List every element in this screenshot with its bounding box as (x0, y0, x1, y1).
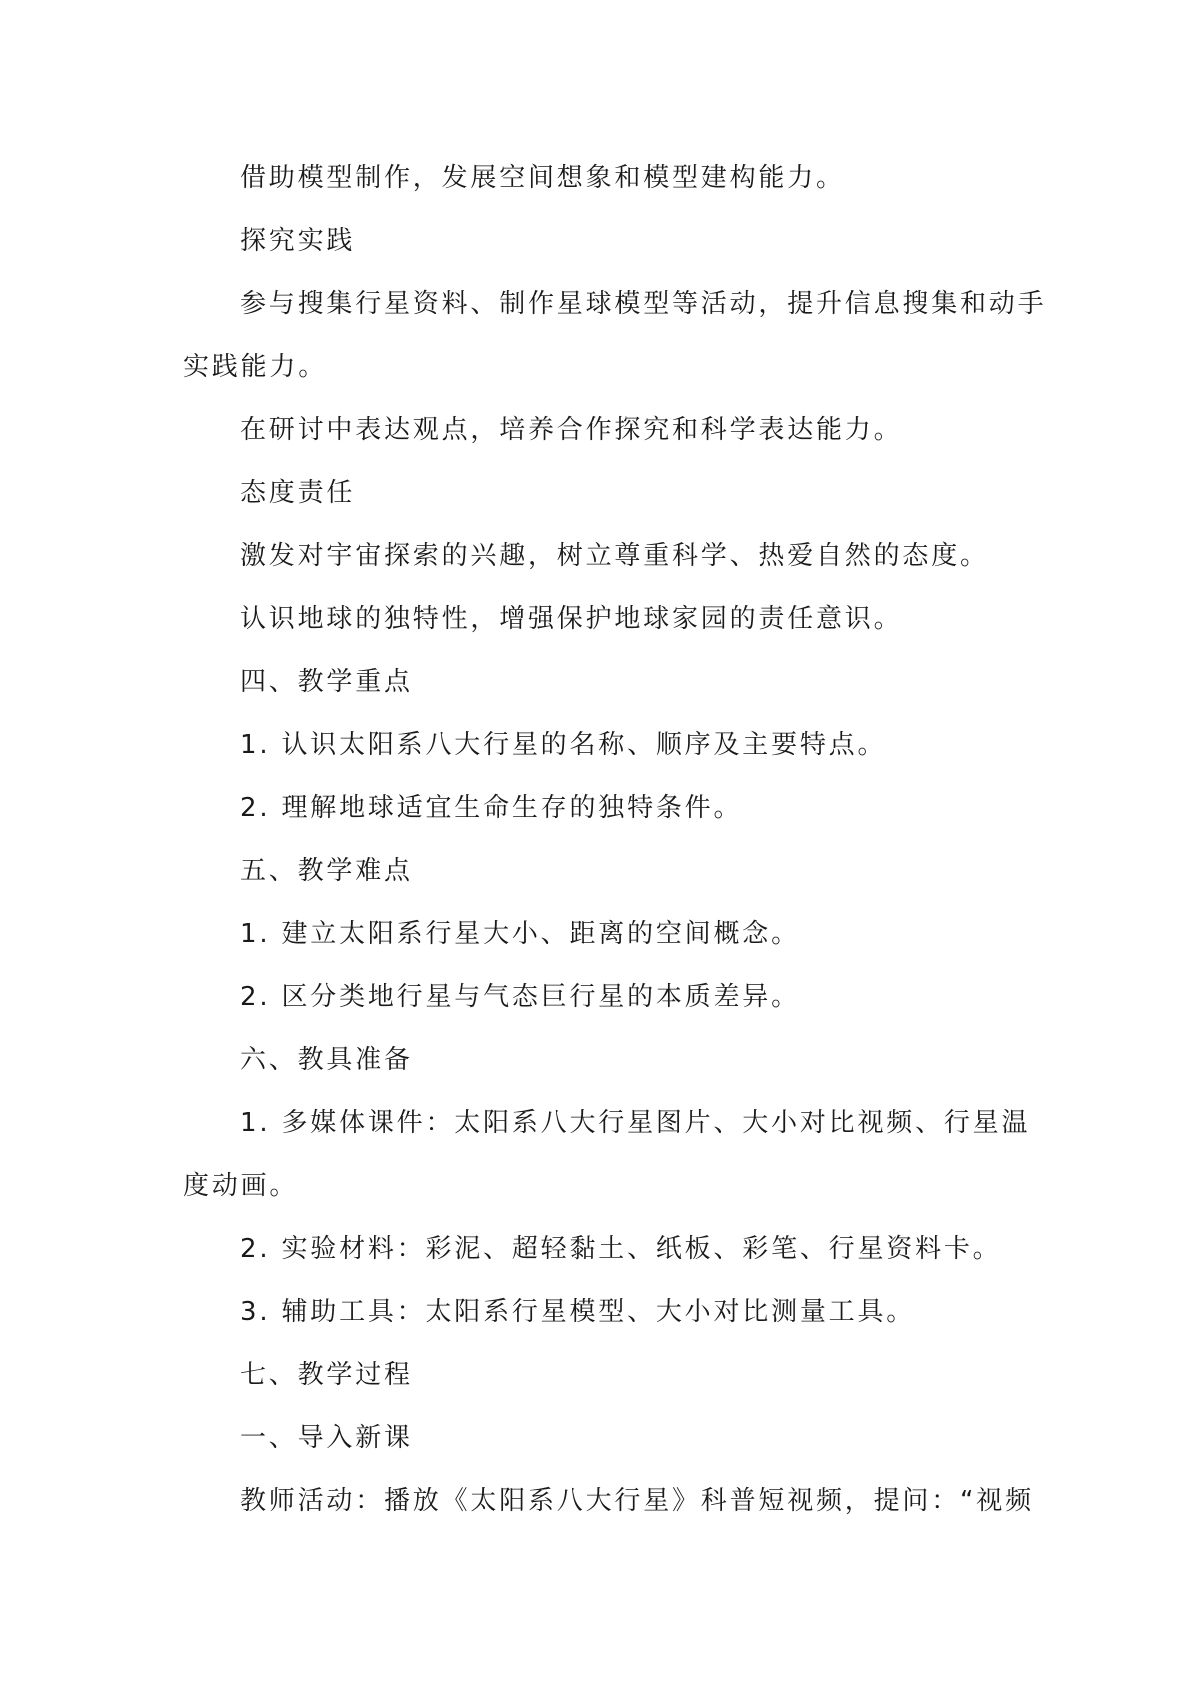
list-item-difficulty-1: 1. 建立太阳系行星大小、距离的空间概念。 (240, 919, 800, 949)
paragraph-teacher-activity: 教师活动：播放《太阳系八大行星》科普短视频，提问：“视频 (240, 1486, 1034, 1516)
heading-teaching-aids: 六、教具准备 (240, 1045, 413, 1075)
list-item-focus-2: 2. 理解地球适宜生命生存的独特条件。 (240, 793, 743, 823)
paragraph-model-making: 借助模型制作，发展空间想象和模型建构能力。 (240, 163, 845, 193)
paragraph-inquiry-line1: 参与搜集行星资料、制作星球模型等活动，提升信息搜集和动手 (240, 289, 1047, 319)
list-item-aids-3: 3. 辅助工具：太阳系行星模型、大小对比测量工具。 (240, 1297, 916, 1327)
heading-teaching-focus: 四、教学重点 (240, 667, 413, 697)
list-item-difficulty-2: 2. 区分类地行星与气态巨行星的本质差异。 (240, 982, 800, 1012)
list-item-aids-1-line2: 度动画。 (183, 1171, 299, 1201)
list-item-focus-1: 1. 认识太阳系八大行星的名称、顺序及主要特点。 (240, 730, 887, 760)
heading-teaching-difficulty: 五、教学难点 (240, 856, 413, 886)
heading-teaching-process: 七、教学过程 (240, 1360, 413, 1390)
heading-introduction: 一、导入新课 (240, 1423, 413, 1453)
list-item-aids-1-line1: 1. 多媒体课件：太阳系八大行星图片、大小对比视频、行星温 (240, 1108, 1031, 1138)
paragraph-earth-uniqueness: 认识地球的独特性，增强保护地球家园的责任意识。 (240, 604, 903, 634)
paragraph-interest: 激发对宇宙探索的兴趣，树立尊重科学、热爱自然的态度。 (240, 541, 989, 571)
heading-inquiry-practice: 探究实践 (240, 226, 356, 256)
paragraph-inquiry-line2: 实践能力。 (183, 352, 328, 382)
list-item-aids-2: 2. 实验材料：彩泥、超轻黏土、纸板、彩笔、行星资料卡。 (240, 1234, 1002, 1264)
paragraph-discussion: 在研讨中表达观点，培养合作探究和科学表达能力。 (240, 415, 903, 445)
heading-attitude-responsibility: 态度责任 (240, 478, 356, 508)
